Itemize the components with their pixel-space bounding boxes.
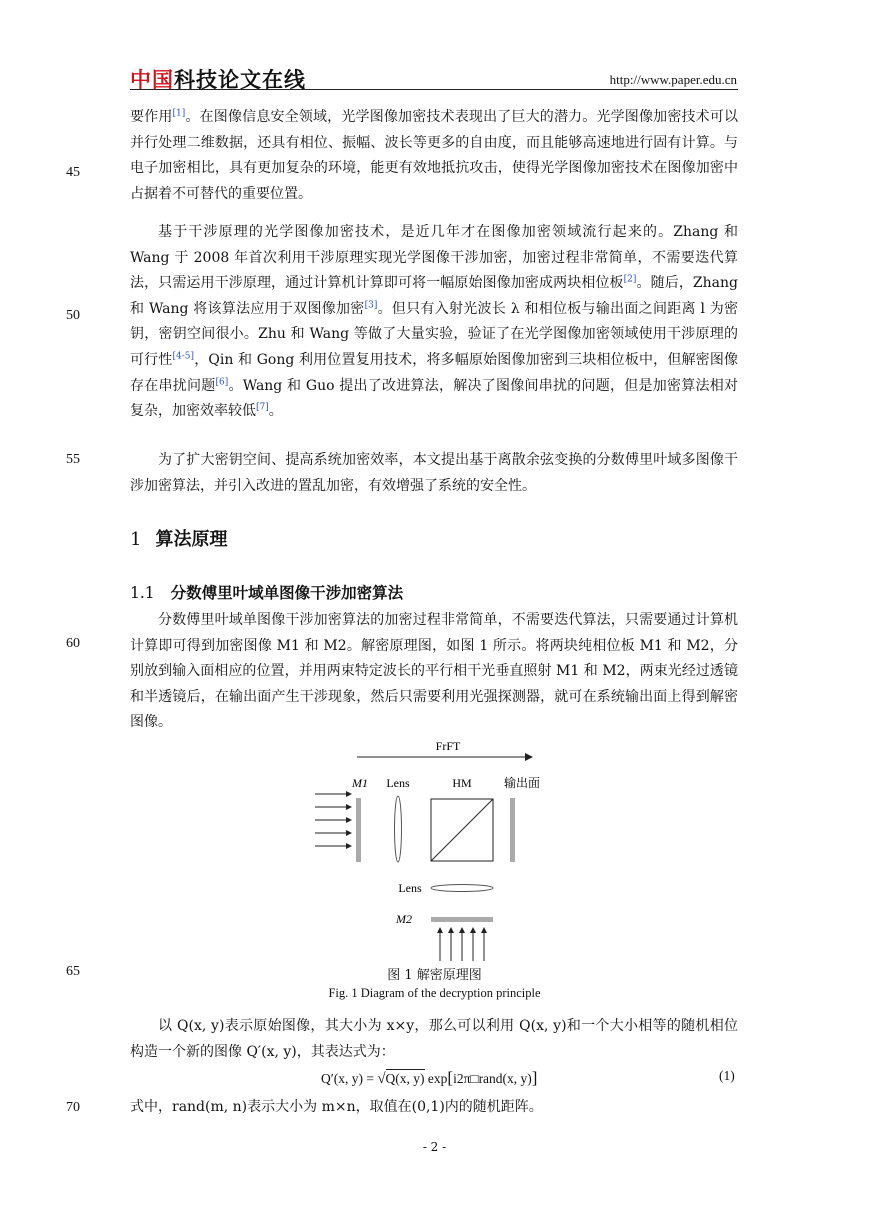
line-number: 65 <box>66 964 80 979</box>
line-number: 60 <box>66 636 80 651</box>
paragraph-method <box>130 608 738 736</box>
lens-vertical <box>395 796 402 862</box>
text-run: 。随后，Zhang 和 Wang 将该算法应用于双图像加密 <box>130 275 738 317</box>
text-run: 基于干涉原理的光学图像加密技术，是近几年才在图像加密领域流行起来的。Zhang 和 Wang 于 2008 年首次利用干涉原理实现光学图像干涉加密，加密过程非常简单，不需要迭代算法，只需运用干涉原理，通过计算机计算即可将一幅原始图像加密成两块相位板 <box>130 224 738 292</box>
line-number: 70 <box>66 1100 80 1115</box>
line-number: 45 <box>66 165 80 180</box>
text-run: 要作用 <box>130 109 173 125</box>
m2-label: M2 <box>396 912 412 926</box>
line-number: 50 <box>66 308 80 323</box>
lens-horizontal <box>431 885 493 892</box>
text-run: 。但只有入射光波长 λ 和相位板与输出面之间距离 l 为密钥，密钥空间很小。Zhu 和 Wang 等做了大量实验，验证了在光学图像加密领域使用干涉原理的可行性 <box>130 300 738 368</box>
text-run: 为了扩大密钥空间、提高系统加密效率，本文提出基于离散余弦变换的分数傅里叶域多图像干涉加密算法，并引入改进的置乱加密，有效增强了系统的安全性。 <box>130 452 738 494</box>
header-url[interactable]: http://www.paper.edu.cn <box>609 72 737 87</box>
text-run: 式中，rand(m, n)表示大小为 m×n，取值在(0,1)内的随机距阵。 <box>130 1099 543 1115</box>
citation-ref[interactable]: [2] <box>623 274 637 285</box>
logo-part1: 中国 <box>130 68 174 92</box>
citation-ref[interactable]: [1] <box>172 108 186 119</box>
output-plane <box>510 798 515 862</box>
text-run: 分数傅里叶域单图像干涉加密算法的加密过程非常简单，不需要迭代算法，只需要通过计算机计算即可得到加密图像 M1 和 M2。解密原理图，如图 1 所示。将两块纯相位板 M1 和 M2，分别放到输入面相应的位置，并用两束特定波长的平行相干光垂直照射 M1 和 M2，两束光经过透镜和半透镜后，在输出面产生干涉现象，然后只需要利用光强探测器，就可在系统输出面上得到解密图像。 <box>130 612 738 731</box>
paragraph-equation-intro <box>130 1014 738 1065</box>
upward-light-arrows <box>437 927 487 961</box>
frft-arrowhead <box>525 753 533 761</box>
decryption-diagram <box>300 735 570 965</box>
m2-phase-plate <box>431 917 493 922</box>
citation-ref[interactable]: [4-5] <box>172 351 195 362</box>
output-plane-label: 输出面 <box>503 776 541 790</box>
m1-phase-plate <box>356 798 361 862</box>
section-heading-1-1: 1.1 分数傅里叶域单图像干涉加密算法 <box>130 583 404 602</box>
paragraph-intro-end <box>130 105 738 207</box>
incoming-light-arrows <box>315 791 352 849</box>
hm-label: HM <box>452 776 472 790</box>
text-run: 以 Q(x, y)表示原始图像，其大小为 x×y，那么可以利用 Q(x, y)和一个大小相等的随机相位构造一个新的图像 Q′(x, y)，其表达式为： <box>130 1018 738 1060</box>
section-heading-1: 1 算法原理 <box>130 529 228 550</box>
logo-part2: 科技论文在线 <box>174 68 306 92</box>
paragraph-rand-definition <box>130 1095 738 1121</box>
citation-ref[interactable]: [6] <box>215 376 229 387</box>
m1-label: M1 <box>352 776 368 790</box>
text-run: 。Wang 和 Guo 提出了改进算法，解决了图像间串扰的问题，但是加密算法相对复杂，加密效率较低 <box>130 377 739 420</box>
figure-caption-en: Fig. 1 Diagram of the decryption principle <box>328 986 541 1000</box>
citation-ref[interactable]: [7] <box>256 402 269 413</box>
frft-label: FrFT <box>435 739 461 753</box>
text-run: 。在图像信息安全领域，光学图像加密技术表现出了巨大的潜力。光学图像加密技术可以并行处理二维数据，还具有相位、振幅、波长等更多的自由度，而且能够高速地进行固有计算。与电子加密相比，具有更加复杂的环境，能更有效地抵抗攻击，使得光学图像加密技术在图像加密中占据着不可替代的重要位置。 <box>130 109 739 202</box>
figure-caption-cn: 图 1 解密原理图 <box>387 968 482 983</box>
page-number: - 2 - <box>422 1140 447 1154</box>
paragraph-background <box>130 220 738 425</box>
paragraph-proposal <box>130 448 738 499</box>
line-number: 55 <box>66 452 80 467</box>
text-run: ，Qin 和 Gong 利用位置复用技术，将多幅原始图像加密到三块相位板中，但解密图像存在串扰问题 <box>130 351 738 394</box>
equation-1: Q′(x, y) = √Q(x, y) exp[i2π□rand(x, y)] <box>321 1068 538 1087</box>
lens-bottom-label: Lens <box>398 881 422 895</box>
equation-number: (1) <box>719 1068 735 1083</box>
citation-ref[interactable]: [3] <box>364 300 378 311</box>
text-run: 。 <box>268 403 283 420</box>
header-rule <box>130 89 738 90</box>
lens-top-label: Lens <box>386 776 410 790</box>
